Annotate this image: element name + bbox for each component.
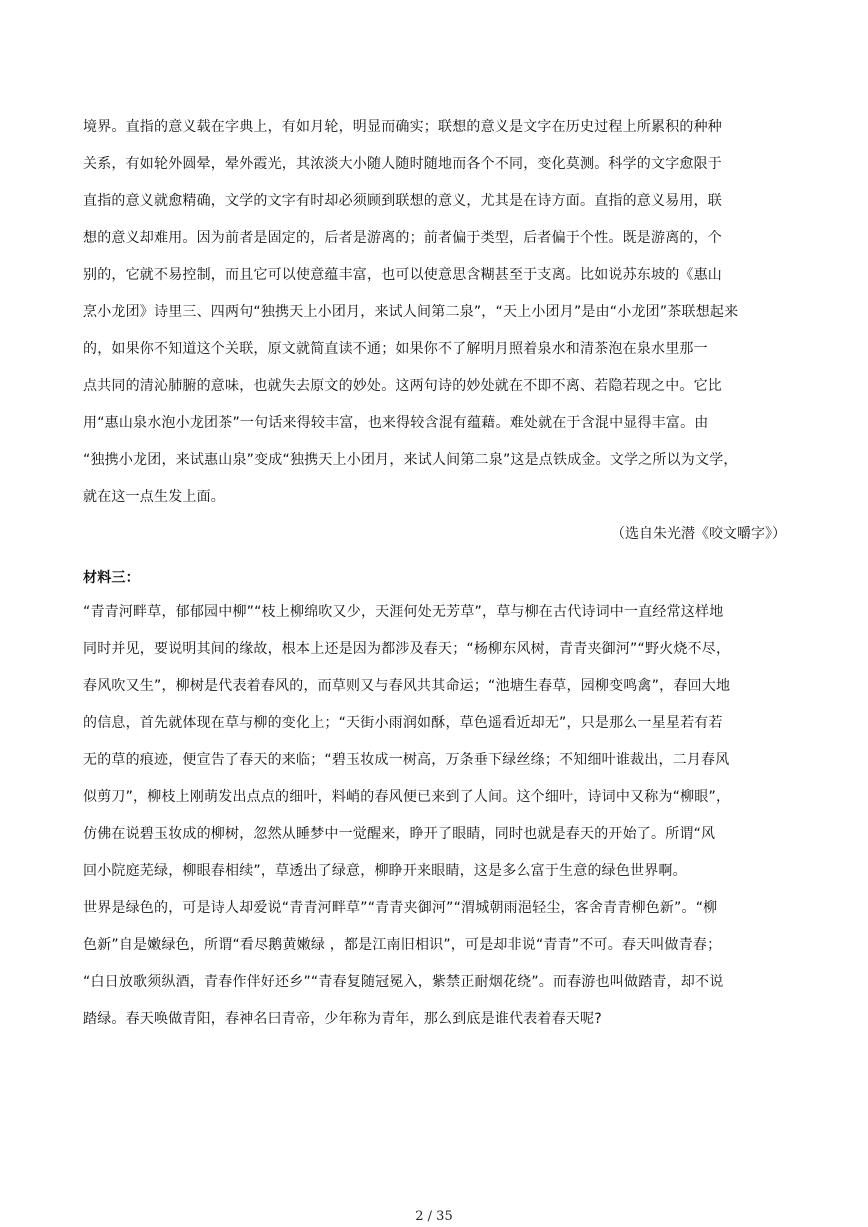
paragraph-line: 世界是绿色的，可是诗人却爱说“青青河畔草”“青青夹御河”“渭城朝雨浥轻尘，客舍青青柳色新”。“柳 — [83, 900, 718, 916]
paragraph-line: 直指的意义就愈精确，文学的文字有时却必须顾到联想的意义，尤其是在诗方面。直指的意义易用，联 — [83, 193, 722, 209]
paragraph-line: 想的意义却难用。因为前者是固定的，后者是游离的；前者偏于类型，后者偏于个性。既是游离的，个 — [83, 230, 722, 246]
paragraph-line: 的信息，首先就体现在草与柳的变化上；“天街小雨润如酥，草色遥看近却无”，只是那么一星星若有若 — [83, 715, 723, 731]
paragraph-line: 踏绿。春天唤做青阳，春神名曰青帝，少年称为青年，那么到底是谁代表着春天呢? — [83, 1011, 602, 1027]
paragraph-line: 别的，它就不易控制，而且它可以使意蕴丰富，也可以使意思含糊甚至于支离。比如说苏东坡的《惠山 — [83, 267, 722, 283]
page-number: 2 / 35 — [415, 1209, 453, 1224]
paragraph-line: “青青河畔草，郁郁园中柳”“枝上柳绵吹又少，天涯何处无芳草”，草与柳在古代诗词中一直经常这样地 — [83, 604, 724, 620]
paragraph-line: 用“惠山泉水泡小龙团茶”一句话来得较丰富，也来得较含混有蕴藉。难处就在于含混中显得丰富。由 — [83, 415, 709, 431]
paragraph-line: 似剪刀”，柳枝上刚萌发出点点的细叶，料峭的春风便已来到了人间。这个细叶，诗词中又称为“柳眼”， — [83, 789, 731, 805]
paragraph-line: 的，如果你不知道这个关联，原文就简直读不通；如果你不了解明月照着泉水和清茶泡在泉水里那一 — [83, 341, 708, 357]
paragraph-line: 境界。直指的意义载在字典上，有如月轮，明显而确实；联想的意义是文字在历史过程上所累积的种种 — [83, 119, 722, 135]
paragraph-line: 关系，有如轮外圆晕，晕外霞光，其浓淡大小随人随时随地而各个不同，变化莫测。科学的文字愈限于 — [83, 156, 722, 172]
paragraph-line: “独携小龙团，来试惠山泉”变成“独携天上小团月，来试人间第二泉”这是点铁成金。文学之所以为文学， — [83, 452, 738, 468]
source-citation: （选自朱光潜《咬文嚼字》） — [611, 526, 786, 542]
paragraph-line: 点共同的清沁肺腑的意味，也就失去原文的妙处。这两句诗的妙处就在不即不离、若隐若现之中。它比 — [83, 378, 722, 394]
paragraph-line: 同时并见，要说明其间的缘故，根本上还是因为都涉及春天；“杨柳东风树，青青夹御河”“野火烧不尽， — [83, 641, 731, 657]
section-heading: 材料三： — [83, 570, 140, 586]
paragraph-line: “白日放歌须纵酒，青春作伴好还乡”“青春复随冠冕入，紫禁正耐烟花绕”。而春游也叫做踏青，却不说 — [83, 974, 724, 990]
paragraph-line: 就在这一点生发上面。 — [83, 489, 225, 505]
paragraph-line: 无的草的痕迹，便宣告了春天的来临；“碧玉妆成一树高，万条垂下绿丝绦；不知细叶谁裁出，二月春风 — [83, 752, 730, 768]
paragraph-line: 烹小龙团》诗里三、四两句“独携天上小团月，来试人间第二泉”，“天上小团月”是由“小龙团”茶联想起来 — [83, 304, 739, 320]
paragraph-line: 色新”自是嫩绿色，所谓“看尽鹅黄嫩绿 ，都是江南旧相识”，可是却非说“青青”不可。春天叫做青春； — [83, 937, 722, 953]
paragraph-line: 仿佛在说碧玉妆成的柳树，忽然从睡梦中一觉醒来，睁开了眼睛，同时也就是春天的开始了。所谓“风 — [83, 826, 716, 842]
paragraph-line: 春风吹又生”，柳树是代表着春风的，而草则又与春风共其命运；“池塘生春草，园柳变鸣禽”，春回大地 — [83, 678, 731, 694]
paragraph-line: 回小院庭芜绿，柳眼春相续”，草透出了绿意，柳睁开来眼睛，这是多么富于生意的绿色世界啊。 — [83, 863, 687, 879]
